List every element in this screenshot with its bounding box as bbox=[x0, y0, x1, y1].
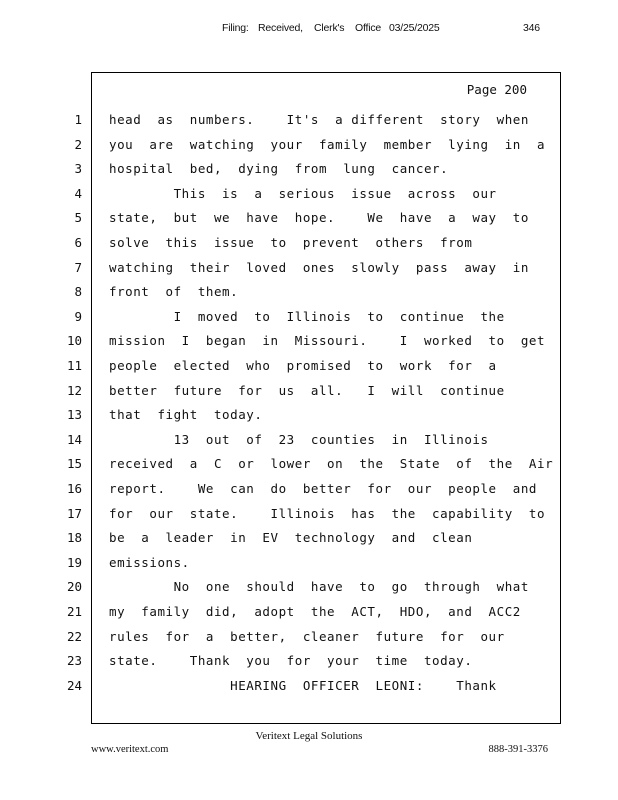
line-text: I moved to Illinois to continue the bbox=[109, 308, 505, 324]
transcript-line bbox=[0, 161, 560, 181]
transcript-line bbox=[0, 235, 560, 255]
line-text: received a C or lower on the State of the Air bbox=[109, 456, 554, 472]
filing-header bbox=[0, 22, 618, 38]
filing-office: Office bbox=[355, 22, 382, 34]
line-text: rules for a better, cleaner future for our bbox=[109, 628, 505, 644]
transcript-line bbox=[0, 506, 560, 526]
transcript-line bbox=[0, 210, 560, 230]
footer-company: Veritext Legal Solutions bbox=[255, 730, 363, 742]
line-number: 9 bbox=[74, 308, 82, 324]
filing-label: Filing: bbox=[222, 22, 249, 34]
line-number: 11 bbox=[66, 358, 82, 373]
transcript-line bbox=[0, 604, 560, 624]
line-text: that fight today. bbox=[109, 407, 263, 423]
line-number: 17 bbox=[66, 505, 82, 521]
line-number: 1 bbox=[74, 112, 82, 127]
line-text: head as numbers. It's a different story when bbox=[109, 112, 529, 127]
line-text: solve this issue to prevent others from bbox=[109, 235, 473, 250]
line-number: 4 bbox=[74, 185, 82, 201]
line-number: 13 bbox=[66, 407, 82, 423]
transcript-line bbox=[0, 432, 560, 452]
line-text: hospital bed, dying from lung cancer. bbox=[109, 161, 449, 177]
transcript-line bbox=[0, 653, 560, 673]
line-number: 3 bbox=[74, 161, 82, 177]
transcript-line bbox=[0, 358, 560, 378]
transcript-line bbox=[0, 137, 560, 157]
transcript-line bbox=[0, 678, 560, 698]
transcript-line bbox=[0, 481, 560, 501]
footer-website: www.veritext.com bbox=[91, 744, 169, 755]
line-text: be a leader in EV technology and clean bbox=[109, 530, 473, 546]
line-text: better future for us all. I will continue bbox=[109, 382, 505, 398]
line-number: 12 bbox=[66, 382, 82, 398]
transcript-line bbox=[0, 333, 560, 353]
line-number: 23 bbox=[66, 653, 82, 669]
line-number: 24 bbox=[66, 677, 82, 693]
transcript-line bbox=[0, 186, 560, 206]
line-text: state. Thank you for your time today. bbox=[109, 653, 473, 669]
footer-phone: 888-391-3376 bbox=[488, 744, 548, 755]
filing-received: Received, bbox=[258, 22, 303, 34]
transcript-line bbox=[0, 555, 560, 575]
transcript-line bbox=[0, 629, 560, 649]
line-number: 5 bbox=[74, 210, 82, 226]
line-text: people elected who promised to work for a bbox=[109, 358, 497, 373]
transcript-line bbox=[0, 407, 560, 427]
line-text: No one should have to go through what bbox=[109, 579, 529, 595]
line-text: HEARING OFFICER LEONI: Thank bbox=[109, 677, 497, 693]
line-number: 15 bbox=[66, 456, 82, 472]
line-text: mission I began in Missouri. I worked to get bbox=[109, 333, 546, 349]
line-number: 10 bbox=[66, 333, 82, 349]
line-text: report. We can do better for our people and bbox=[109, 481, 538, 496]
transcript-line bbox=[0, 260, 560, 280]
transcript-line bbox=[0, 530, 560, 550]
line-number: 14 bbox=[66, 431, 82, 447]
line-text: This is a serious issue across our bbox=[109, 185, 497, 201]
transcript-line bbox=[0, 383, 560, 403]
transcript-line bbox=[0, 309, 560, 329]
line-number: 18 bbox=[66, 530, 82, 546]
line-text: emissions. bbox=[109, 554, 190, 570]
transcript-line bbox=[0, 284, 560, 304]
line-text: front of them. bbox=[109, 284, 239, 300]
line-text: watching their loved ones slowly pass away in bbox=[109, 259, 529, 275]
line-number: 16 bbox=[66, 481, 82, 496]
filing-clerks: Clerk's bbox=[314, 22, 345, 34]
line-number: 8 bbox=[74, 284, 82, 300]
transcript-page-label: Page 200 bbox=[466, 82, 527, 97]
line-text: state, but we have hope. We have a way to bbox=[109, 210, 529, 226]
line-number: 20 bbox=[66, 579, 82, 595]
transcript-line bbox=[0, 456, 560, 476]
line-number: 21 bbox=[66, 604, 82, 619]
line-text: for our state. Illinois has the capability to bbox=[109, 505, 546, 521]
line-text: you are watching your family member lying in a bbox=[109, 136, 546, 152]
line-text: my family did, adopt the ACT, HDO, and ACC2 bbox=[109, 604, 521, 619]
line-number: 19 bbox=[66, 554, 82, 570]
transcript-line bbox=[0, 112, 560, 132]
line-number: 7 bbox=[74, 259, 82, 275]
line-number: 6 bbox=[74, 235, 82, 250]
line-text: 13 out of 23 counties in Illinois bbox=[109, 431, 489, 447]
filing-page-number: 346 bbox=[523, 22, 540, 34]
line-number: 2 bbox=[74, 136, 82, 152]
line-number: 22 bbox=[66, 628, 82, 644]
transcript-line bbox=[0, 579, 560, 599]
filing-date: 03/25/2025 bbox=[389, 22, 440, 34]
